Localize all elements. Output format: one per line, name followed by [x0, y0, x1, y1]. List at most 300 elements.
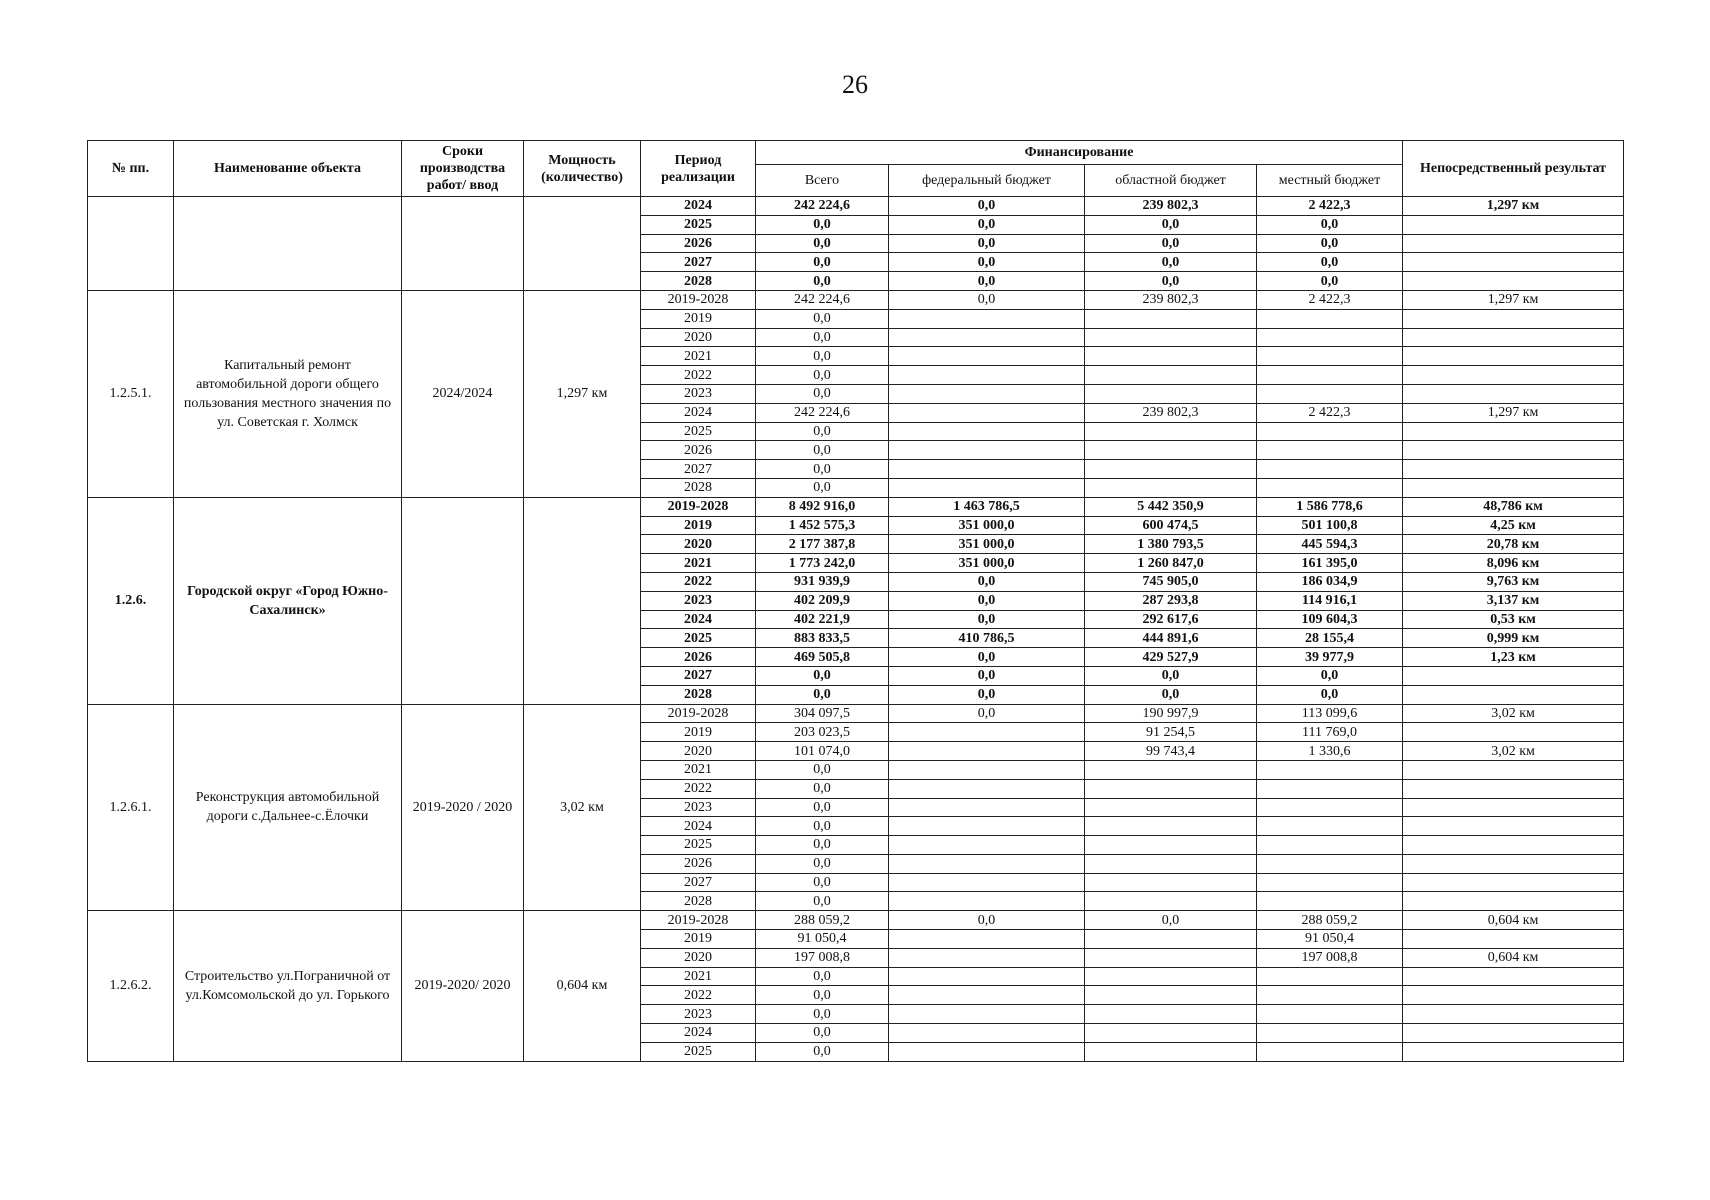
cell-local [1257, 836, 1403, 855]
group-power: 1,297 км [524, 290, 641, 497]
cell-period: 2020 [641, 948, 756, 967]
cell-period: 2023 [641, 798, 756, 817]
cell-regional [1085, 817, 1257, 836]
cell-local [1257, 1024, 1403, 1043]
cell-period: 2023 [641, 591, 756, 610]
group-terms: 2019-2020 / 2020 [402, 704, 524, 911]
cell-regional: 600 474,5 [1085, 516, 1257, 535]
cell-federal [889, 478, 1085, 497]
cell-total: 0,0 [756, 685, 889, 704]
cell-result [1403, 986, 1624, 1005]
cell-local: 445 594,3 [1257, 535, 1403, 554]
cell-regional [1085, 986, 1257, 1005]
cell-regional: 444 891,6 [1085, 629, 1257, 648]
cell-result: 9,763 км [1403, 572, 1624, 591]
cell-result [1403, 666, 1624, 685]
cell-federal: 0,0 [889, 685, 1085, 704]
header-regional: областной бюджет [1085, 165, 1257, 197]
cell-period: 2022 [641, 572, 756, 591]
cell-period: 2025 [641, 1042, 756, 1061]
cell-federal: 0,0 [889, 911, 1085, 930]
cell-total: 0,0 [756, 873, 889, 892]
cell-federal [889, 779, 1085, 798]
cell-local [1257, 384, 1403, 403]
header-federal: федеральный бюджет [889, 165, 1085, 197]
cell-federal: 351 000,0 [889, 535, 1085, 554]
cell-federal [889, 366, 1085, 385]
cell-total: 304 097,5 [756, 704, 889, 723]
cell-period: 2027 [641, 460, 756, 479]
cell-regional [1085, 948, 1257, 967]
cell-total: 2 177 387,8 [756, 535, 889, 554]
cell-result: 3,137 км [1403, 591, 1624, 610]
cell-regional: 429 527,9 [1085, 648, 1257, 667]
cell-federal [889, 460, 1085, 479]
cell-total: 0,0 [756, 384, 889, 403]
cell-result [1403, 366, 1624, 385]
cell-regional: 1 260 847,0 [1085, 554, 1257, 573]
cell-result [1403, 272, 1624, 291]
cell-result [1403, 253, 1624, 272]
cell-result [1403, 967, 1624, 986]
cell-result: 1,23 км [1403, 648, 1624, 667]
cell-period: 2025 [641, 836, 756, 855]
cell-local: 2 422,3 [1257, 403, 1403, 422]
group-terms: 2019-2020/ 2020 [402, 911, 524, 1061]
cell-period: 2019 [641, 309, 756, 328]
cell-federal: 0,0 [889, 215, 1085, 234]
cell-federal [889, 967, 1085, 986]
header-total: Всего [756, 165, 889, 197]
cell-regional [1085, 347, 1257, 366]
cell-regional: 745 905,0 [1085, 572, 1257, 591]
cell-result: 1,297 км [1403, 403, 1624, 422]
group-name: Капитальный ремонт автомобильной дороги общего пользования местного значения по ул. Советская г. Холмск [174, 290, 402, 497]
cell-total: 203 023,5 [756, 723, 889, 742]
cell-result: 0,999 км [1403, 629, 1624, 648]
table-body [88, 197, 1624, 1062]
cell-local [1257, 986, 1403, 1005]
cell-federal: 410 786,5 [889, 629, 1085, 648]
cell-result [1403, 836, 1624, 855]
table-row [88, 497, 1624, 516]
cell-total: 288 059,2 [756, 911, 889, 930]
cell-result [1403, 930, 1624, 949]
cell-total: 101 074,0 [756, 742, 889, 761]
cell-period: 2019-2028 [641, 497, 756, 516]
cell-regional: 0,0 [1085, 253, 1257, 272]
cell-regional: 0,0 [1085, 234, 1257, 253]
cell-local [1257, 422, 1403, 441]
group-num: 1.2.6.2. [88, 911, 174, 1061]
group-power [524, 197, 641, 291]
cell-period: 2025 [641, 422, 756, 441]
cell-federal: 0,0 [889, 290, 1085, 309]
cell-regional [1085, 836, 1257, 855]
cell-period: 2025 [641, 629, 756, 648]
cell-federal [889, 836, 1085, 855]
cell-total: 0,0 [756, 272, 889, 291]
table-row [88, 197, 1624, 216]
cell-federal: 0,0 [889, 197, 1085, 216]
cell-result [1403, 384, 1624, 403]
cell-regional [1085, 366, 1257, 385]
cell-result [1403, 309, 1624, 328]
cell-result: 3,02 км [1403, 704, 1624, 723]
cell-local: 0,0 [1257, 272, 1403, 291]
group-name: Строительство ул.Пограничной от ул.Комсомольской до ул. Горького [174, 911, 402, 1061]
cell-federal [889, 760, 1085, 779]
cell-total: 8 492 916,0 [756, 497, 889, 516]
cell-local: 0,0 [1257, 253, 1403, 272]
cell-result [1403, 817, 1624, 836]
cell-result [1403, 723, 1624, 742]
cell-total: 0,0 [756, 309, 889, 328]
cell-regional: 0,0 [1085, 685, 1257, 704]
cell-result [1403, 328, 1624, 347]
cell-total: 0,0 [756, 779, 889, 798]
cell-period: 2027 [641, 666, 756, 685]
cell-regional [1085, 1042, 1257, 1061]
cell-total: 0,0 [756, 967, 889, 986]
cell-total: 0,0 [756, 817, 889, 836]
cell-local: 39 977,9 [1257, 648, 1403, 667]
cell-federal [889, 328, 1085, 347]
cell-total: 0,0 [756, 836, 889, 855]
header-financing: Финансирование [756, 141, 1403, 165]
cell-period: 2025 [641, 215, 756, 234]
cell-regional: 1 380 793,5 [1085, 535, 1257, 554]
cell-local: 0,0 [1257, 215, 1403, 234]
cell-local [1257, 798, 1403, 817]
cell-period: 2026 [641, 854, 756, 873]
cell-total: 0,0 [756, 347, 889, 366]
cell-local: 114 916,1 [1257, 591, 1403, 610]
group-power [524, 497, 641, 704]
cell-result [1403, 685, 1624, 704]
cell-total: 469 505,8 [756, 648, 889, 667]
header-result: Непосредственный результат [1403, 141, 1624, 197]
cell-local: 1 586 778,6 [1257, 497, 1403, 516]
cell-local: 91 050,4 [1257, 930, 1403, 949]
cell-regional: 287 293,8 [1085, 591, 1257, 610]
cell-period: 2028 [641, 478, 756, 497]
cell-period: 2020 [641, 328, 756, 347]
group-name [174, 197, 402, 291]
cell-federal [889, 723, 1085, 742]
cell-federal: 1 463 786,5 [889, 497, 1085, 516]
cell-period: 2023 [641, 1005, 756, 1024]
cell-local [1257, 1042, 1403, 1061]
cell-total: 0,0 [756, 854, 889, 873]
cell-regional [1085, 930, 1257, 949]
cell-local: 111 769,0 [1257, 723, 1403, 742]
cell-period: 2027 [641, 873, 756, 892]
cell-local: 161 395,0 [1257, 554, 1403, 573]
cell-result [1403, 798, 1624, 817]
cell-result: 8,096 км [1403, 554, 1624, 573]
cell-local: 109 604,3 [1257, 610, 1403, 629]
group-terms [402, 497, 524, 704]
cell-result [1403, 873, 1624, 892]
cell-period: 2019 [641, 516, 756, 535]
cell-local [1257, 478, 1403, 497]
cell-local: 28 155,4 [1257, 629, 1403, 648]
cell-local: 0,0 [1257, 685, 1403, 704]
cell-total: 0,0 [756, 234, 889, 253]
cell-regional: 5 442 350,9 [1085, 497, 1257, 516]
cell-period: 2020 [641, 535, 756, 554]
cell-total: 0,0 [756, 1042, 889, 1061]
cell-total: 0,0 [756, 478, 889, 497]
cell-local [1257, 779, 1403, 798]
cell-federal [889, 309, 1085, 328]
group-num: 1.2.6.1. [88, 704, 174, 911]
header-name: Наименование объекта [174, 141, 402, 197]
cell-regional: 0,0 [1085, 666, 1257, 685]
cell-regional: 239 802,3 [1085, 197, 1257, 216]
cell-local: 197 008,8 [1257, 948, 1403, 967]
cell-regional [1085, 967, 1257, 986]
cell-result [1403, 441, 1624, 460]
cell-total: 0,0 [756, 1024, 889, 1043]
cell-period: 2019-2028 [641, 911, 756, 930]
cell-total: 0,0 [756, 253, 889, 272]
cell-total: 0,0 [756, 460, 889, 479]
cell-result [1403, 1024, 1624, 1043]
cell-federal [889, 854, 1085, 873]
cell-total: 0,0 [756, 760, 889, 779]
cell-federal [889, 441, 1085, 460]
cell-period: 2019 [641, 723, 756, 742]
cell-total: 0,0 [756, 441, 889, 460]
cell-total: 1 452 575,3 [756, 516, 889, 535]
cell-federal [889, 798, 1085, 817]
cell-total: 0,0 [756, 666, 889, 685]
cell-period: 2021 [641, 347, 756, 366]
cell-regional: 190 997,9 [1085, 704, 1257, 723]
group-terms [402, 197, 524, 291]
group-num [88, 197, 174, 291]
cell-federal: 0,0 [889, 272, 1085, 291]
cell-regional [1085, 854, 1257, 873]
cell-regional: 239 802,3 [1085, 290, 1257, 309]
cell-result [1403, 215, 1624, 234]
cell-result [1403, 892, 1624, 911]
cell-result: 0,604 км [1403, 948, 1624, 967]
cell-period: 2024 [641, 1024, 756, 1043]
cell-total: 931 939,9 [756, 572, 889, 591]
cell-local [1257, 366, 1403, 385]
group-name: Городской округ «Город Южно-Сахалинск» [174, 497, 402, 704]
cell-regional: 239 802,3 [1085, 403, 1257, 422]
cell-period: 2024 [641, 817, 756, 836]
cell-local: 186 034,9 [1257, 572, 1403, 591]
cell-regional [1085, 441, 1257, 460]
cell-local [1257, 328, 1403, 347]
cell-total: 402 221,9 [756, 610, 889, 629]
header-local: местный бюджет [1257, 165, 1403, 197]
cell-result: 3,02 км [1403, 742, 1624, 761]
cell-period: 2024 [641, 197, 756, 216]
cell-period: 2022 [641, 779, 756, 798]
cell-period: 2027 [641, 253, 756, 272]
cell-total: 0,0 [756, 215, 889, 234]
cell-federal: 0,0 [889, 253, 1085, 272]
cell-total: 91 050,4 [756, 930, 889, 949]
cell-local: 2 422,3 [1257, 197, 1403, 216]
cell-period: 2026 [641, 234, 756, 253]
cell-regional [1085, 1024, 1257, 1043]
cell-result [1403, 234, 1624, 253]
cell-regional [1085, 892, 1257, 911]
cell-regional [1085, 384, 1257, 403]
cell-period: 2021 [641, 554, 756, 573]
cell-result: 0,53 км [1403, 610, 1624, 629]
cell-result: 1,297 км [1403, 197, 1624, 216]
financing-table [87, 140, 1624, 1062]
cell-total: 0,0 [756, 798, 889, 817]
cell-period: 2022 [641, 986, 756, 1005]
cell-federal [889, 873, 1085, 892]
header-num: № пп. [88, 141, 174, 197]
cell-local [1257, 817, 1403, 836]
group-power: 0,604 км [524, 911, 641, 1061]
group-power: 3,02 км [524, 704, 641, 911]
cell-federal [889, 742, 1085, 761]
cell-regional [1085, 760, 1257, 779]
cell-period: 2019-2028 [641, 704, 756, 723]
cell-result [1403, 347, 1624, 366]
cell-period: 2026 [641, 441, 756, 460]
cell-regional: 0,0 [1085, 215, 1257, 234]
cell-period: 2022 [641, 366, 756, 385]
cell-period: 2020 [641, 742, 756, 761]
cell-federal: 351 000,0 [889, 554, 1085, 573]
cell-local [1257, 760, 1403, 779]
cell-regional: 0,0 [1085, 272, 1257, 291]
cell-period: 2028 [641, 685, 756, 704]
cell-result [1403, 779, 1624, 798]
cell-regional [1085, 460, 1257, 479]
cell-result [1403, 1005, 1624, 1024]
cell-regional [1085, 328, 1257, 347]
cell-period: 2024 [641, 610, 756, 629]
cell-regional: 91 254,5 [1085, 723, 1257, 742]
cell-federal: 0,0 [889, 234, 1085, 253]
page-number: 26 [842, 70, 868, 99]
cell-federal [889, 347, 1085, 366]
cell-local: 113 099,6 [1257, 704, 1403, 723]
cell-period: 2021 [641, 760, 756, 779]
cell-result [1403, 854, 1624, 873]
cell-total: 242 224,6 [756, 197, 889, 216]
cell-total: 0,0 [756, 366, 889, 385]
cell-federal: 0,0 [889, 610, 1085, 629]
cell-total: 1 773 242,0 [756, 554, 889, 573]
header-power: Мощность (количество) [524, 141, 641, 197]
cell-local: 2 422,3 [1257, 290, 1403, 309]
cell-local [1257, 1005, 1403, 1024]
cell-period: 2021 [641, 967, 756, 986]
cell-total: 242 224,6 [756, 403, 889, 422]
cell-local [1257, 967, 1403, 986]
cell-period: 2023 [641, 384, 756, 403]
cell-federal [889, 1005, 1085, 1024]
group-name: Реконструкция автомобильной дороги с.Дальнее-с.Ёлочки [174, 704, 402, 911]
cell-period: 2028 [641, 272, 756, 291]
cell-federal: 351 000,0 [889, 516, 1085, 535]
cell-local: 501 100,8 [1257, 516, 1403, 535]
table-row [88, 911, 1624, 930]
cell-federal [889, 422, 1085, 441]
table-row [88, 704, 1624, 723]
cell-period: 2028 [641, 892, 756, 911]
cell-local [1257, 441, 1403, 460]
cell-regional [1085, 798, 1257, 817]
cell-result [1403, 422, 1624, 441]
cell-federal [889, 986, 1085, 1005]
group-num: 1.2.6. [88, 497, 174, 704]
cell-period: 2024 [641, 403, 756, 422]
cell-regional [1085, 779, 1257, 798]
cell-local [1257, 309, 1403, 328]
cell-local [1257, 873, 1403, 892]
cell-regional [1085, 478, 1257, 497]
cell-total: 242 224,6 [756, 290, 889, 309]
cell-regional [1085, 1005, 1257, 1024]
cell-period: 2019-2028 [641, 290, 756, 309]
cell-regional: 99 743,4 [1085, 742, 1257, 761]
cell-regional [1085, 873, 1257, 892]
cell-local [1257, 460, 1403, 479]
cell-local [1257, 892, 1403, 911]
cell-regional: 292 617,6 [1085, 610, 1257, 629]
cell-period: 2019 [641, 930, 756, 949]
cell-result [1403, 1042, 1624, 1061]
cell-local: 0,0 [1257, 234, 1403, 253]
cell-federal [889, 817, 1085, 836]
cell-federal [889, 1042, 1085, 1061]
cell-local: 288 059,2 [1257, 911, 1403, 930]
cell-result: 1,297 км [1403, 290, 1624, 309]
cell-total: 0,0 [756, 1005, 889, 1024]
cell-regional [1085, 309, 1257, 328]
cell-result [1403, 478, 1624, 497]
cell-federal: 0,0 [889, 648, 1085, 667]
cell-federal [889, 384, 1085, 403]
cell-local: 0,0 [1257, 666, 1403, 685]
cell-federal [889, 948, 1085, 967]
cell-result: 4,25 км [1403, 516, 1624, 535]
header-period: Период реализации [641, 141, 756, 197]
cell-total: 0,0 [756, 986, 889, 1005]
cell-total: 197 008,8 [756, 948, 889, 967]
cell-federal [889, 892, 1085, 911]
cell-period: 2026 [641, 648, 756, 667]
cell-federal [889, 930, 1085, 949]
cell-result [1403, 760, 1624, 779]
table-row [88, 290, 1624, 309]
cell-local [1257, 854, 1403, 873]
cell-total: 402 209,9 [756, 591, 889, 610]
cell-federal: 0,0 [889, 704, 1085, 723]
cell-result: 0,604 км [1403, 911, 1624, 930]
cell-regional [1085, 422, 1257, 441]
cell-result: 48,786 км [1403, 497, 1624, 516]
cell-local: 1 330,6 [1257, 742, 1403, 761]
cell-total: 883 833,5 [756, 629, 889, 648]
